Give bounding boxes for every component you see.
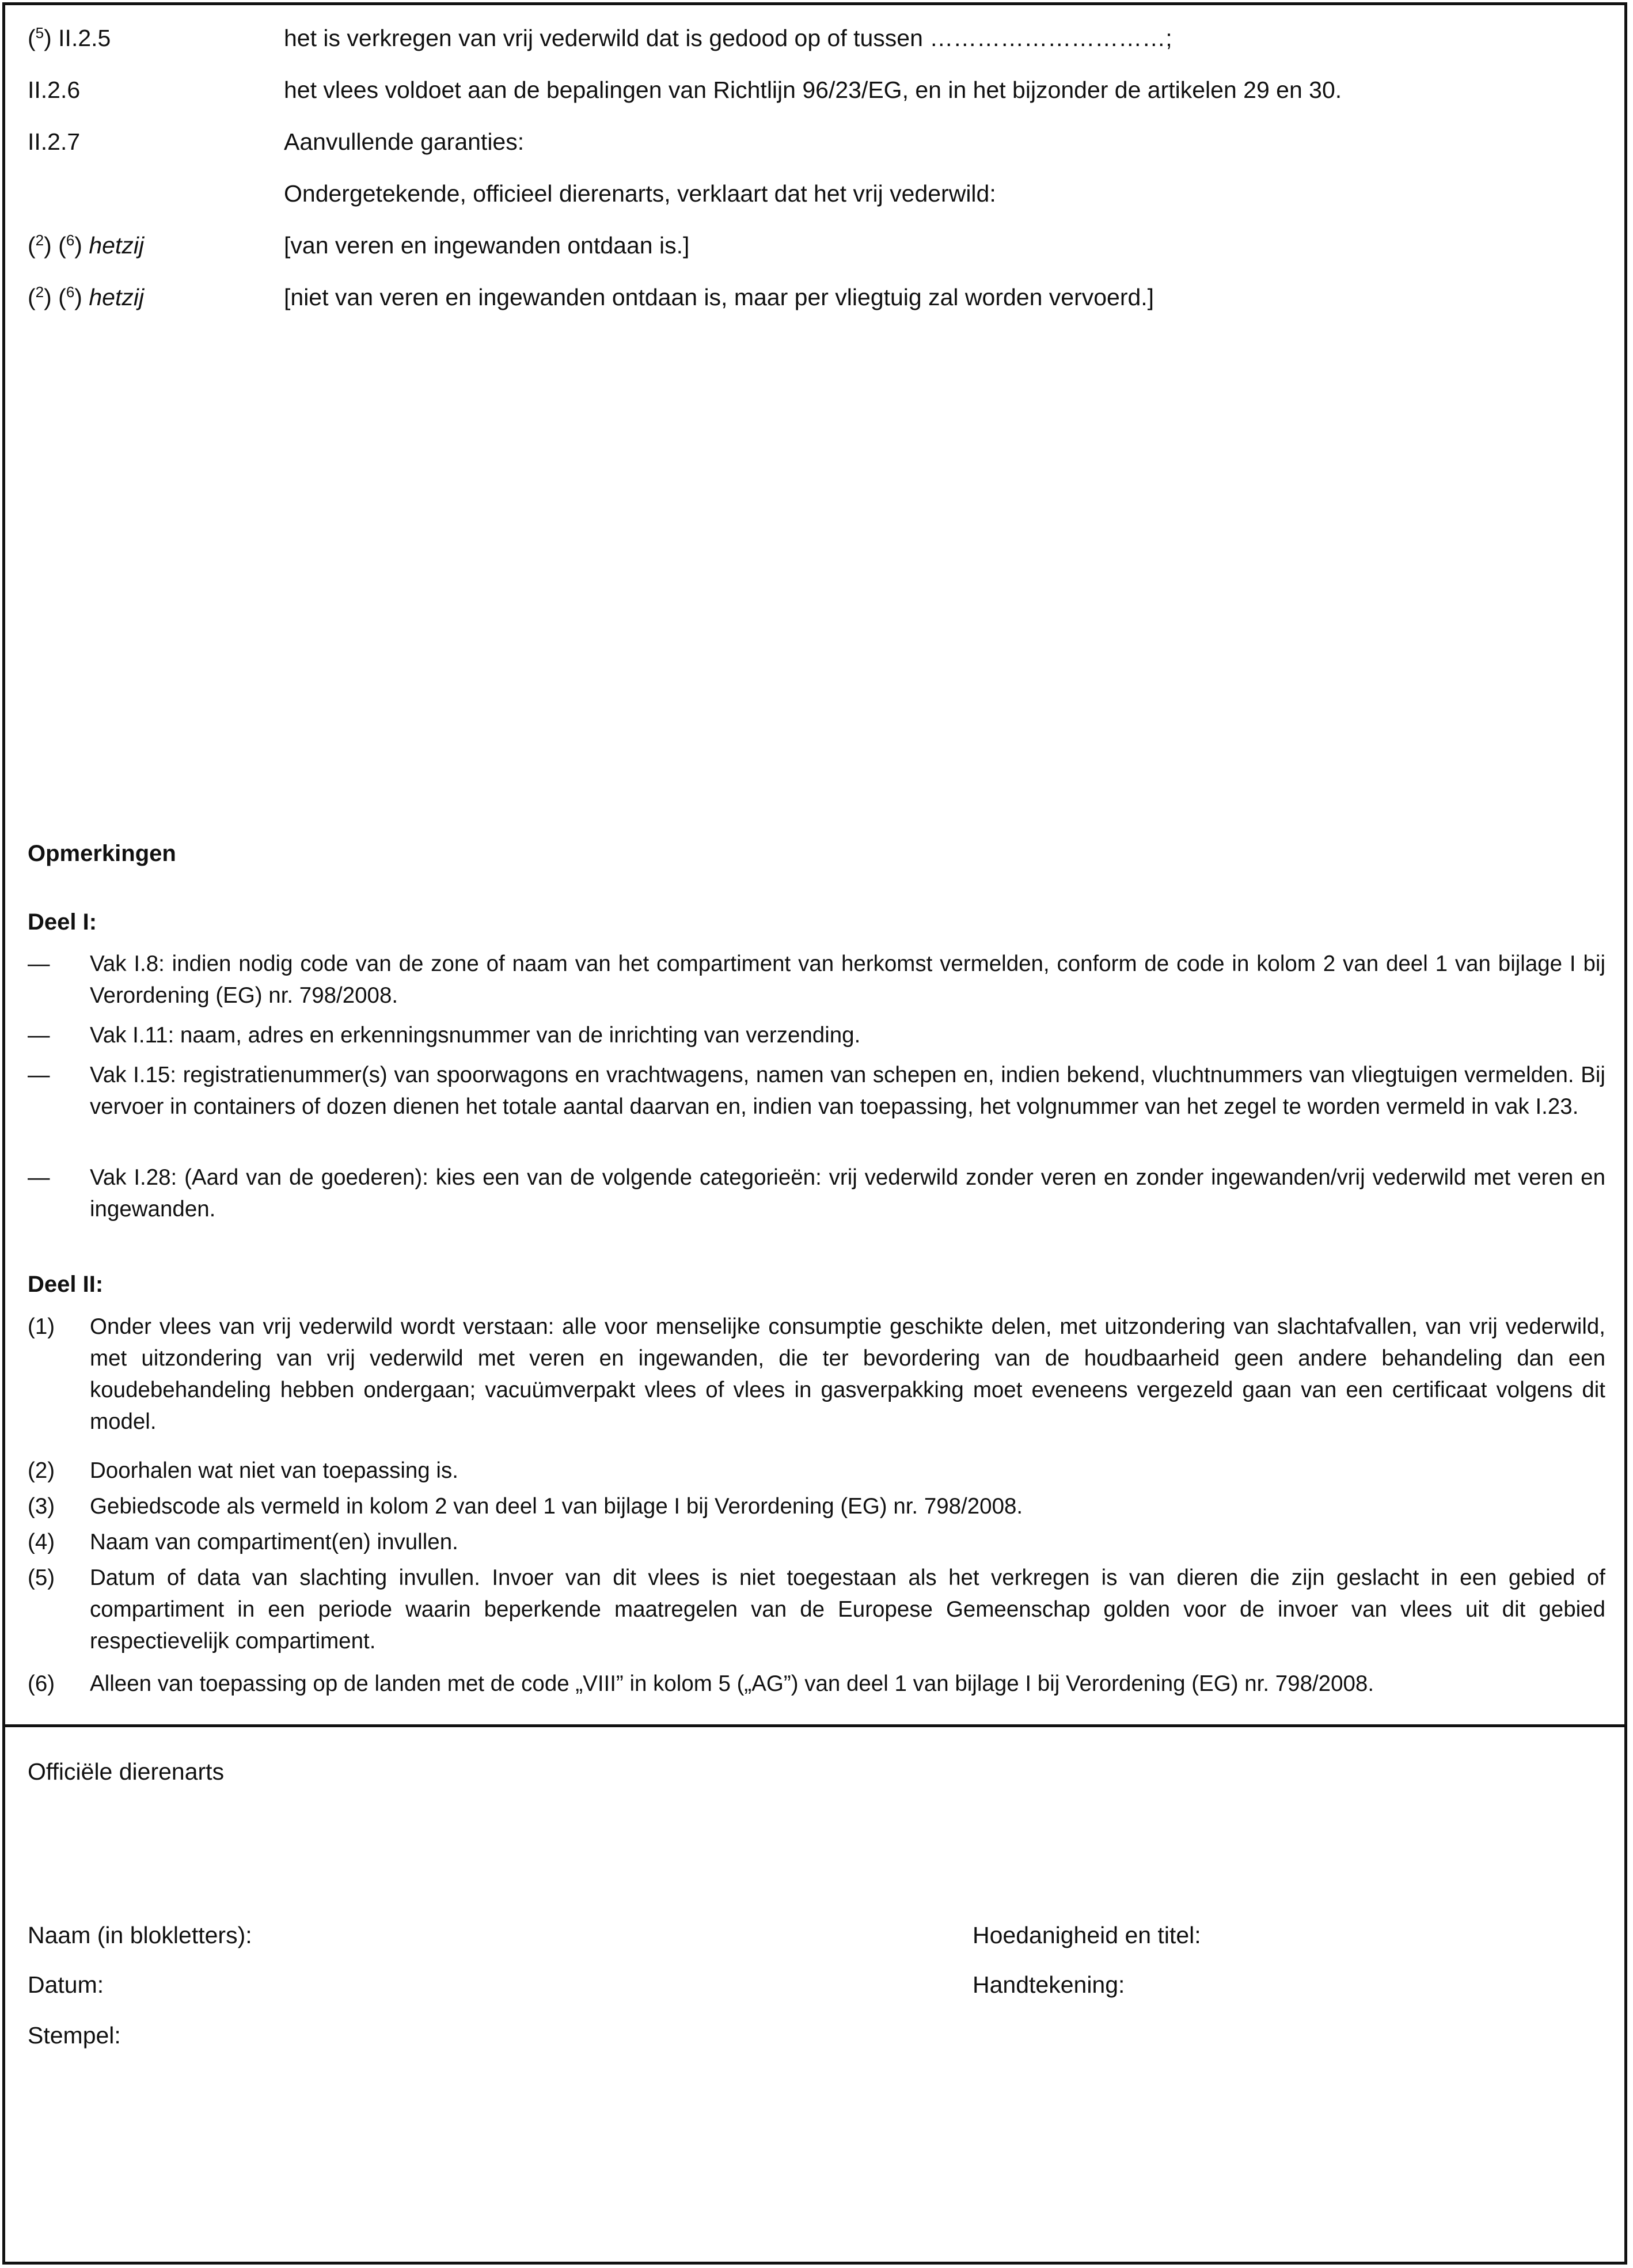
note-mark: — bbox=[28, 1063, 50, 1087]
part1-note bbox=[28, 1162, 1605, 1225]
cert-code: II.2.6 bbox=[28, 77, 81, 103]
cert-text: het vlees voldoet aan de bepalingen van Richtlijn 96/23/EG, en in het bijzonder de artikelen 29 en 30. bbox=[284, 77, 1342, 103]
section-divider bbox=[2, 1724, 1627, 1727]
part2-note bbox=[28, 1668, 1605, 1700]
note-text: Naam van compartiment(en) invullen. bbox=[90, 1530, 458, 1554]
stamp-label: Stempel: bbox=[28, 2022, 121, 2049]
note-text: Doorhalen wat niet van toepassing is. bbox=[90, 1458, 458, 1483]
remarks-title: Opmerkingen bbox=[28, 841, 176, 866]
part2-note bbox=[28, 1490, 1605, 1522]
note-mark: (6) bbox=[28, 1671, 55, 1696]
part2-note bbox=[28, 1562, 1605, 1657]
part1-heading: Deel I: bbox=[28, 909, 97, 935]
cert-line-declaration bbox=[28, 176, 1605, 211]
note-mark: (5) bbox=[28, 1565, 55, 1590]
cert-line-option-2 bbox=[28, 280, 1605, 314]
cert-text: Ondergetekende, officieel dierenarts, verklaart dat het vrij vederwild: bbox=[284, 180, 996, 207]
cert-code: II.2.7 bbox=[28, 128, 81, 155]
name-label: Naam (in blokletters): bbox=[28, 1922, 252, 1948]
note-mark: — bbox=[28, 951, 50, 976]
part1-note bbox=[28, 1019, 1605, 1051]
note-text: Alleen van toepassing op de landen met de code „VIII” in kolom 5 („AG”) van deel 1 van bijlage I bij Verordening (EG) nr. 798/2008. bbox=[90, 1671, 1374, 1696]
date-label: Datum: bbox=[28, 1971, 104, 1998]
signature-title: Officiële dierenarts bbox=[28, 1758, 225, 1785]
note-mark: — bbox=[28, 1165, 50, 1190]
note-mark: (1) bbox=[28, 1314, 55, 1339]
part2-note bbox=[28, 1455, 1605, 1486]
cert-line-2-6 bbox=[28, 73, 1605, 107]
part2-note bbox=[28, 1526, 1605, 1558]
cert-text: [van veren en ingewanden ontdaan is.] bbox=[284, 232, 690, 259]
part1-note bbox=[28, 1059, 1605, 1122]
note-mark: (4) bbox=[28, 1530, 55, 1554]
note-text: Vak I.11: naam, adres en erkenningsnummer van de inrichting van verzending. bbox=[90, 1023, 861, 1048]
note-text: Gebiedscode als vermeld in kolom 2 van deel 1 van bijlage I bij Verordening (EG) nr. 798/2008. bbox=[90, 1494, 1023, 1519]
cert-line-option-1 bbox=[28, 228, 1605, 263]
cert-code bbox=[28, 176, 284, 211]
cert-text: het is verkregen van vrij vederwild dat is gedood op of tussen …………………………; bbox=[284, 25, 1172, 51]
part2-note bbox=[28, 1311, 1605, 1438]
cert-code: ($^5$) II.2.5 bbox=[28, 24, 111, 51]
note-mark: (3) bbox=[28, 1494, 55, 1519]
signature-label: Handtekening: bbox=[973, 1971, 1125, 1998]
note-text: Vak I.8: indien nodig code van de zone of naam van het compartiment van herkomst vermelden, conform de code in kolom 2 van deel 1 van bijlage I bij Verordening (EG) nr. 798/2008. bbox=[90, 951, 1605, 1008]
note-text: Onder vlees van vrij vederwild wordt verstaan: alle voor menselijke consumptie geschikte delen, met uitzondering van slachtafvallen, van vrij vederwild, met uitzondering van vrij vederwild met veren en ingewanden, die ter bevordering van de houdbaarheid geen andere behandeling dan een koudebehandeling hebben ondergaan; vacuümverpakt vlees of vlees in gasverpakking moet eveneens vergezeld gaan van een certificaat volgens dit model. bbox=[90, 1314, 1605, 1434]
note-text: Vak I.28: (Aard van de goederen): kies een van de volgende categorieën: vrij vederwild zonder veren en zonder ingewanden/vrij vederwild met veren en ingewanden. bbox=[90, 1165, 1605, 1222]
cert-code: ($^2$) ($^6$) hetzij bbox=[28, 232, 145, 259]
cert-text: Aanvullende garanties: bbox=[284, 128, 525, 155]
note-mark: (2) bbox=[28, 1458, 55, 1483]
cert-code: ($^2$) ($^6$) hetzij bbox=[28, 283, 145, 310]
note-mark: — bbox=[28, 1023, 50, 1048]
capacity-label: Hoedanigheid en titel: bbox=[973, 1922, 1201, 1948]
part1-note bbox=[28, 948, 1605, 1011]
note-text: Datum of data van slachting invullen. Invoer van dit vlees is niet toegestaan als het verkregen is van dieren die zijn geslacht in een gebied of compartiment in een periode waarin beperkende maatregelen van de Europese Gemeenschap golden voor de invoer van vlees uit dit gebied respectievelijk compartiment. bbox=[90, 1565, 1605, 1653]
cert-text: [niet van veren en ingewanden ontdaan is, maar per vliegtuig zal worden vervoerd.] bbox=[284, 284, 1155, 310]
part2-heading: Deel II: bbox=[28, 1272, 104, 1297]
note-text: Vak I.15: registratienummer(s) van spoorwagons en vrachtwagens, namen van schepen en, indien bekend, vluchtnummers van vliegtuigen vermelden. Bij vervoer in containers of dozen dienen het totale aantal daarvan en, indien van toepassing, het volgnummer van het zegel te worden vermeld in vak I.23. bbox=[90, 1063, 1605, 1119]
cert-line-2-5 bbox=[28, 21, 1605, 55]
cert-line-2-7 bbox=[28, 124, 1605, 159]
